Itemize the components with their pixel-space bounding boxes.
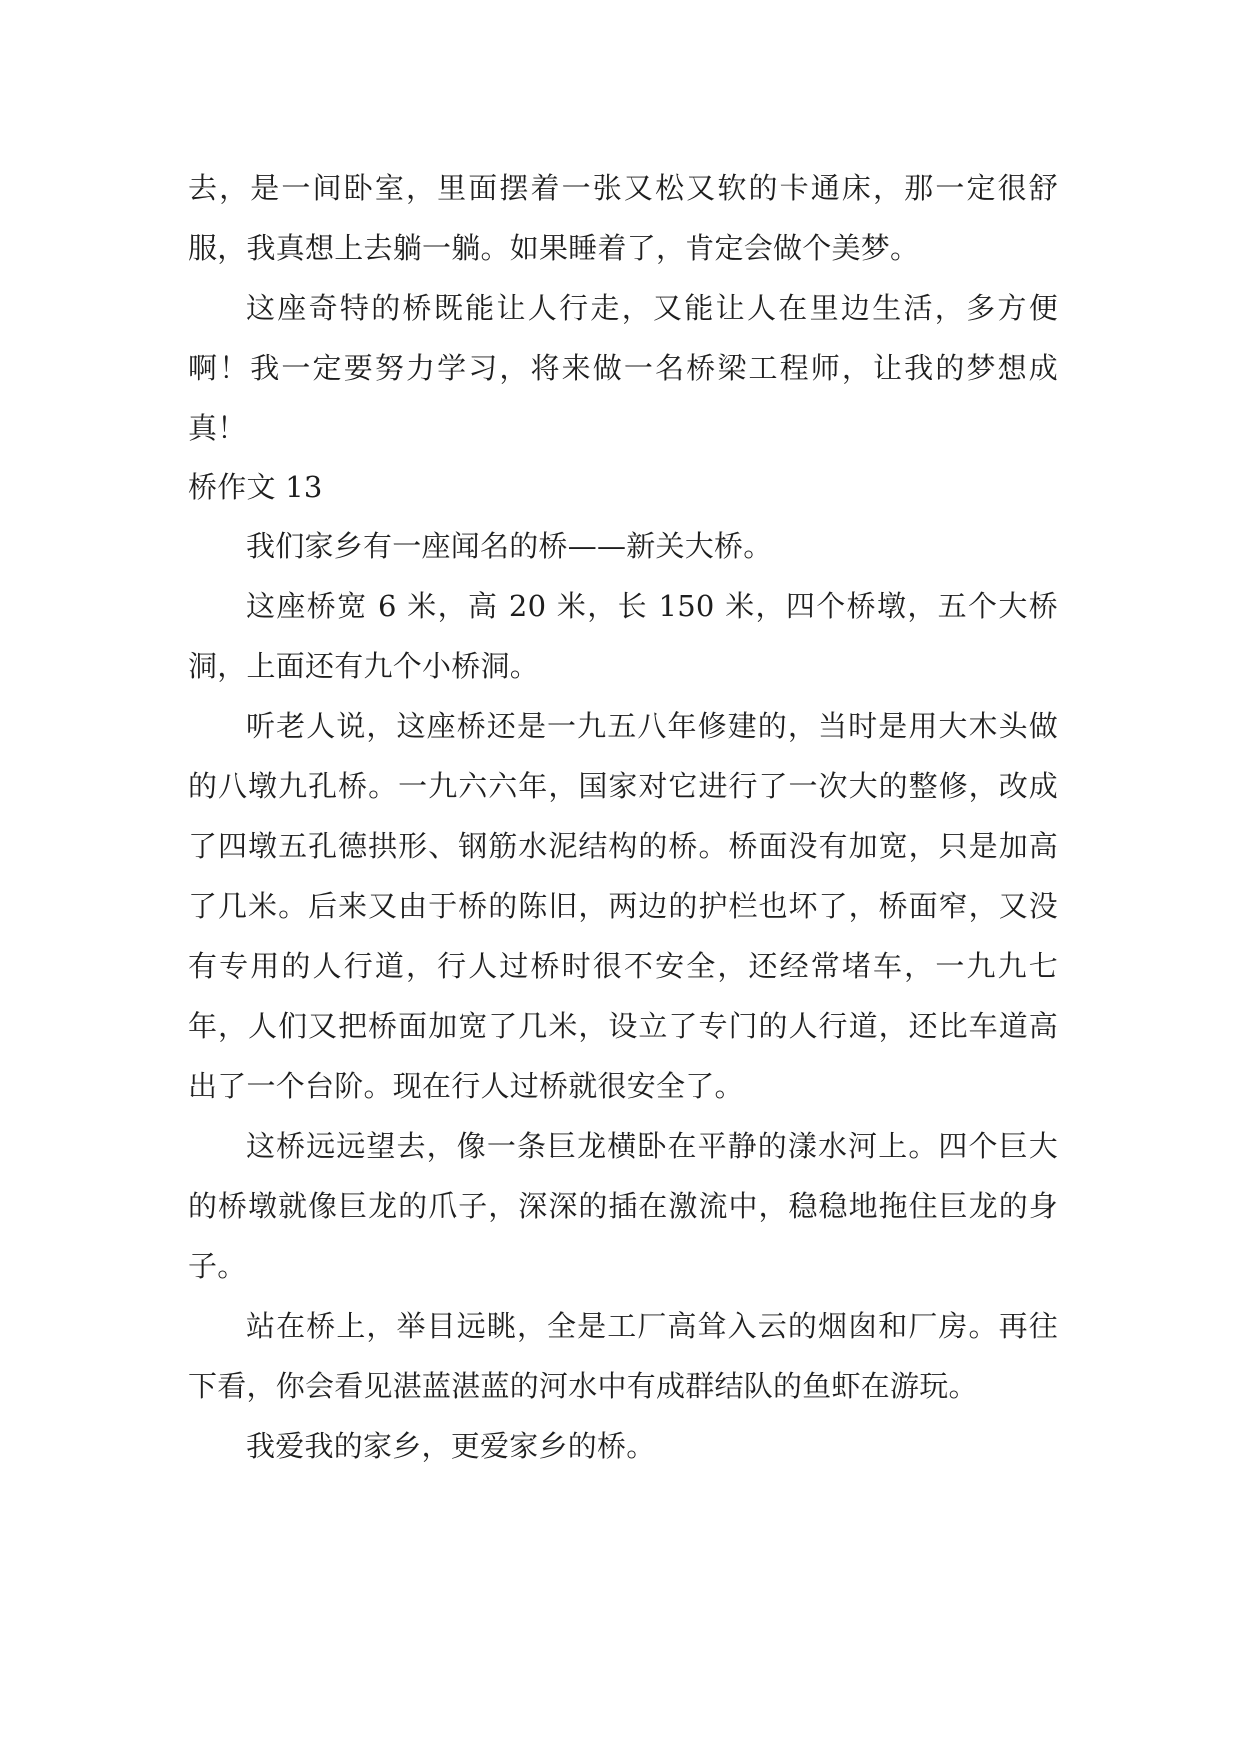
paragraph-continuation: 去，是一间卧室，里面摆着一张又松又软的卡通床，那一定很舒服，我真想上去躺一躺。如果睡着了，肯定会做个美梦。 (188, 171, 1058, 265)
paragraph-closing: 我爱我的家乡，更爱家乡的桥。 (246, 1429, 656, 1463)
paragraph-intro: 我们家乡有一座闻名的桥——新关大桥。 (246, 529, 773, 563)
paragraph-dimensions: 这座桥宽 6 米，高 20 米，长 150 米，四个桥墩，五个大桥洞，上面还有九个小桥洞。 (188, 589, 1058, 683)
section-title: 桥作文 13 (188, 470, 323, 504)
document-body (188, 158, 1058, 1476)
paragraph-history: 听老人说，这座桥还是一九五八年修建的，当时是用大木头做的八墩九孔桥。一九六六年，国家对它进行了一次大的整修，改成了四墩五孔德拱形、钢筋水泥结构的桥。桥面没有加宽，只是加高了几米。后来又由于桥的陈旧，两边的护栏也坏了，桥面窄，又没有专用的人行道，行人过桥时很不安全，还经常堵车，一九九七年，人们又把桥面加宽了几米，设立了专门的人行道，还比车道高出了一个台阶。现在行人过桥就很安全了。 (188, 709, 1058, 1103)
paragraph-dragon: 这桥远远望去，像一条巨龙横卧在平静的漾水河上。四个巨大的桥墩就像巨龙的爪子，深深的插在激流中，稳稳地拖住巨龙的身子。 (188, 1129, 1058, 1283)
paragraph-bridge-dream: 这座奇特的桥既能让人行走，又能让人在里边生活，多方便啊！我一定要努力学习，将来做一名桥梁工程师，让我的梦想成真！ (188, 291, 1058, 445)
paragraph-view: 站在桥上，举目远眺，全是工厂高耸入云的烟囱和厂房。再往下看，你会看见湛蓝湛蓝的河水中有成群结队的鱼虾在游玩。 (188, 1309, 1058, 1403)
